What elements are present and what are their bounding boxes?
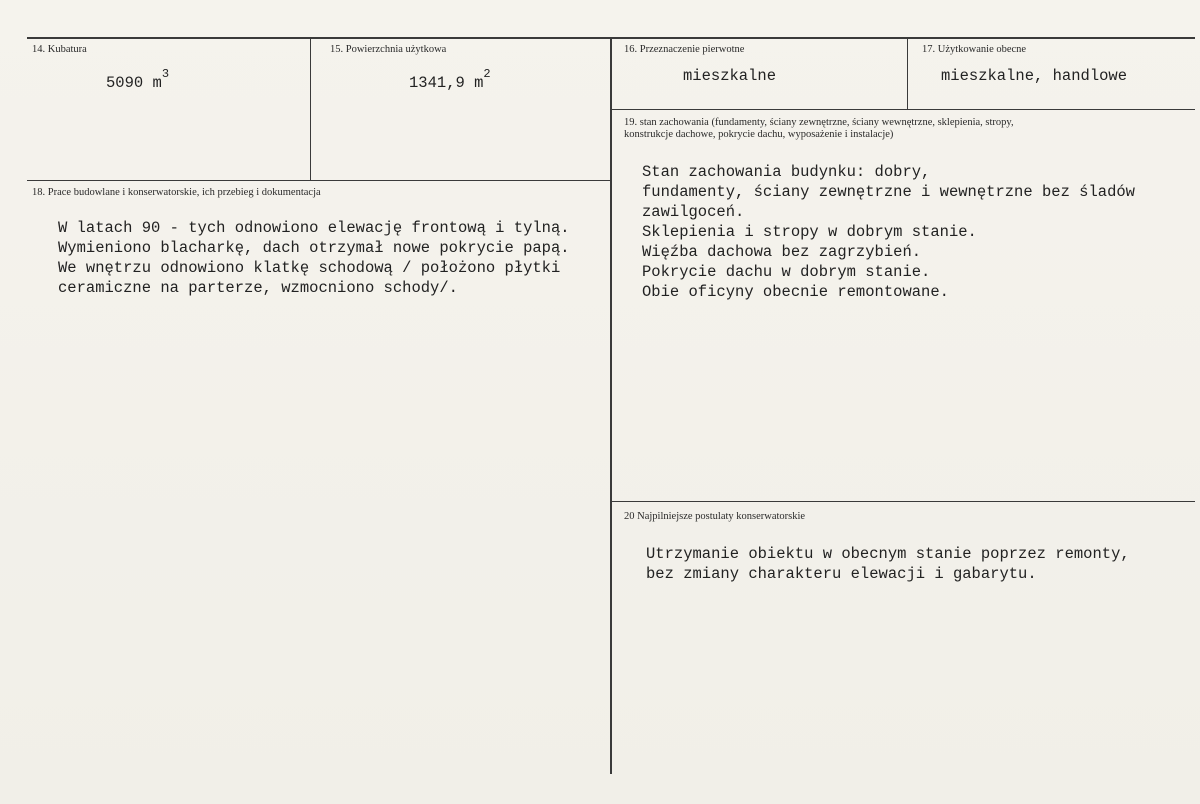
field-15-number: 1341,9 m — [409, 74, 484, 93]
field-14-value — [106, 68, 169, 93]
field-19-label-line1: 19. stan zachowania (fundamenty, ściany zewnętrzne, ściany wewnętrzne, sklepienia, stropy, — [624, 117, 1014, 128]
field-18-line: Wymieniono blacharkę, dach otrzymał nowe pokrycie papą. — [58, 239, 570, 257]
field-18-line: ceramiczne na parterze, wzmocniono schody/. — [58, 279, 458, 297]
rule-under-14-15 — [27, 180, 610, 181]
field-17-value: mieszkalne, handlowe — [941, 67, 1128, 85]
divider-14-15 — [310, 38, 311, 181]
center-divider — [610, 38, 612, 774]
field-19-line: Sklepienia i stropy w dobrym stanie. — [642, 223, 977, 241]
field-19-line: Pokrycie dachu w dobrym stanie. — [642, 263, 931, 281]
field-19-line: fundamenty, ściany zewnętrzne i wewnętrzne bez śladów — [642, 183, 1135, 201]
field-14-number: 5090 m — [106, 74, 162, 93]
field-15-value — [409, 68, 491, 93]
divider-16-17 — [907, 38, 908, 109]
field-17-label: 17. Użytkowanie obecne — [922, 44, 1027, 55]
field-20-text — [646, 544, 1130, 584]
field-16-value: mieszkalne — [683, 67, 777, 85]
field-18-line: We wnętrzu odnowiono klatkę schodową / położono płytki — [58, 259, 561, 277]
field-20-line: bez zmiany charakteru elewacji i gabarytu. — [646, 565, 1037, 583]
field-19-line: Obie oficyny obecnie remontowane. — [642, 283, 949, 301]
field-18-text — [58, 218, 570, 298]
field-14-label: 14. Kubatura — [32, 44, 87, 55]
field-15-label: 15. Powierzchnia użytkowa — [330, 44, 447, 55]
rule-above-20 — [612, 501, 1195, 502]
field-15-superscript: 2 — [483, 67, 491, 81]
field-19-label — [624, 117, 1184, 141]
field-20-line: Utrzymanie obiektu w obecnym stanie poprzez remonty, — [646, 545, 1130, 563]
field-19-text — [642, 162, 1135, 302]
field-20-label: 20 Najpilniejsze postulaty konserwatorskie — [624, 511, 806, 522]
field-19-line: Stan zachowania budynku: dobry, — [642, 163, 931, 181]
field-18-line: W latach 90 - tych odnowiono elewację frontową i tylną. — [58, 219, 570, 237]
rule-under-16-17 — [612, 109, 1195, 110]
field-14-superscript: 3 — [161, 67, 170, 81]
field-19-label-line2: konstrukcje dachowe, pokrycie dachu, wyposażenie i instalacje) — [624, 129, 894, 140]
field-19-line: Więźba dachowa bez zagrzybień. — [642, 243, 922, 261]
field-19-line: zawilgoceń. — [642, 203, 745, 221]
field-16-label: 16. Przeznaczenie pierwotne — [624, 44, 745, 55]
field-18-label: 18. Prace budowlane i konserwatorskie, ich przebieg i dokumentacja — [32, 187, 321, 198]
